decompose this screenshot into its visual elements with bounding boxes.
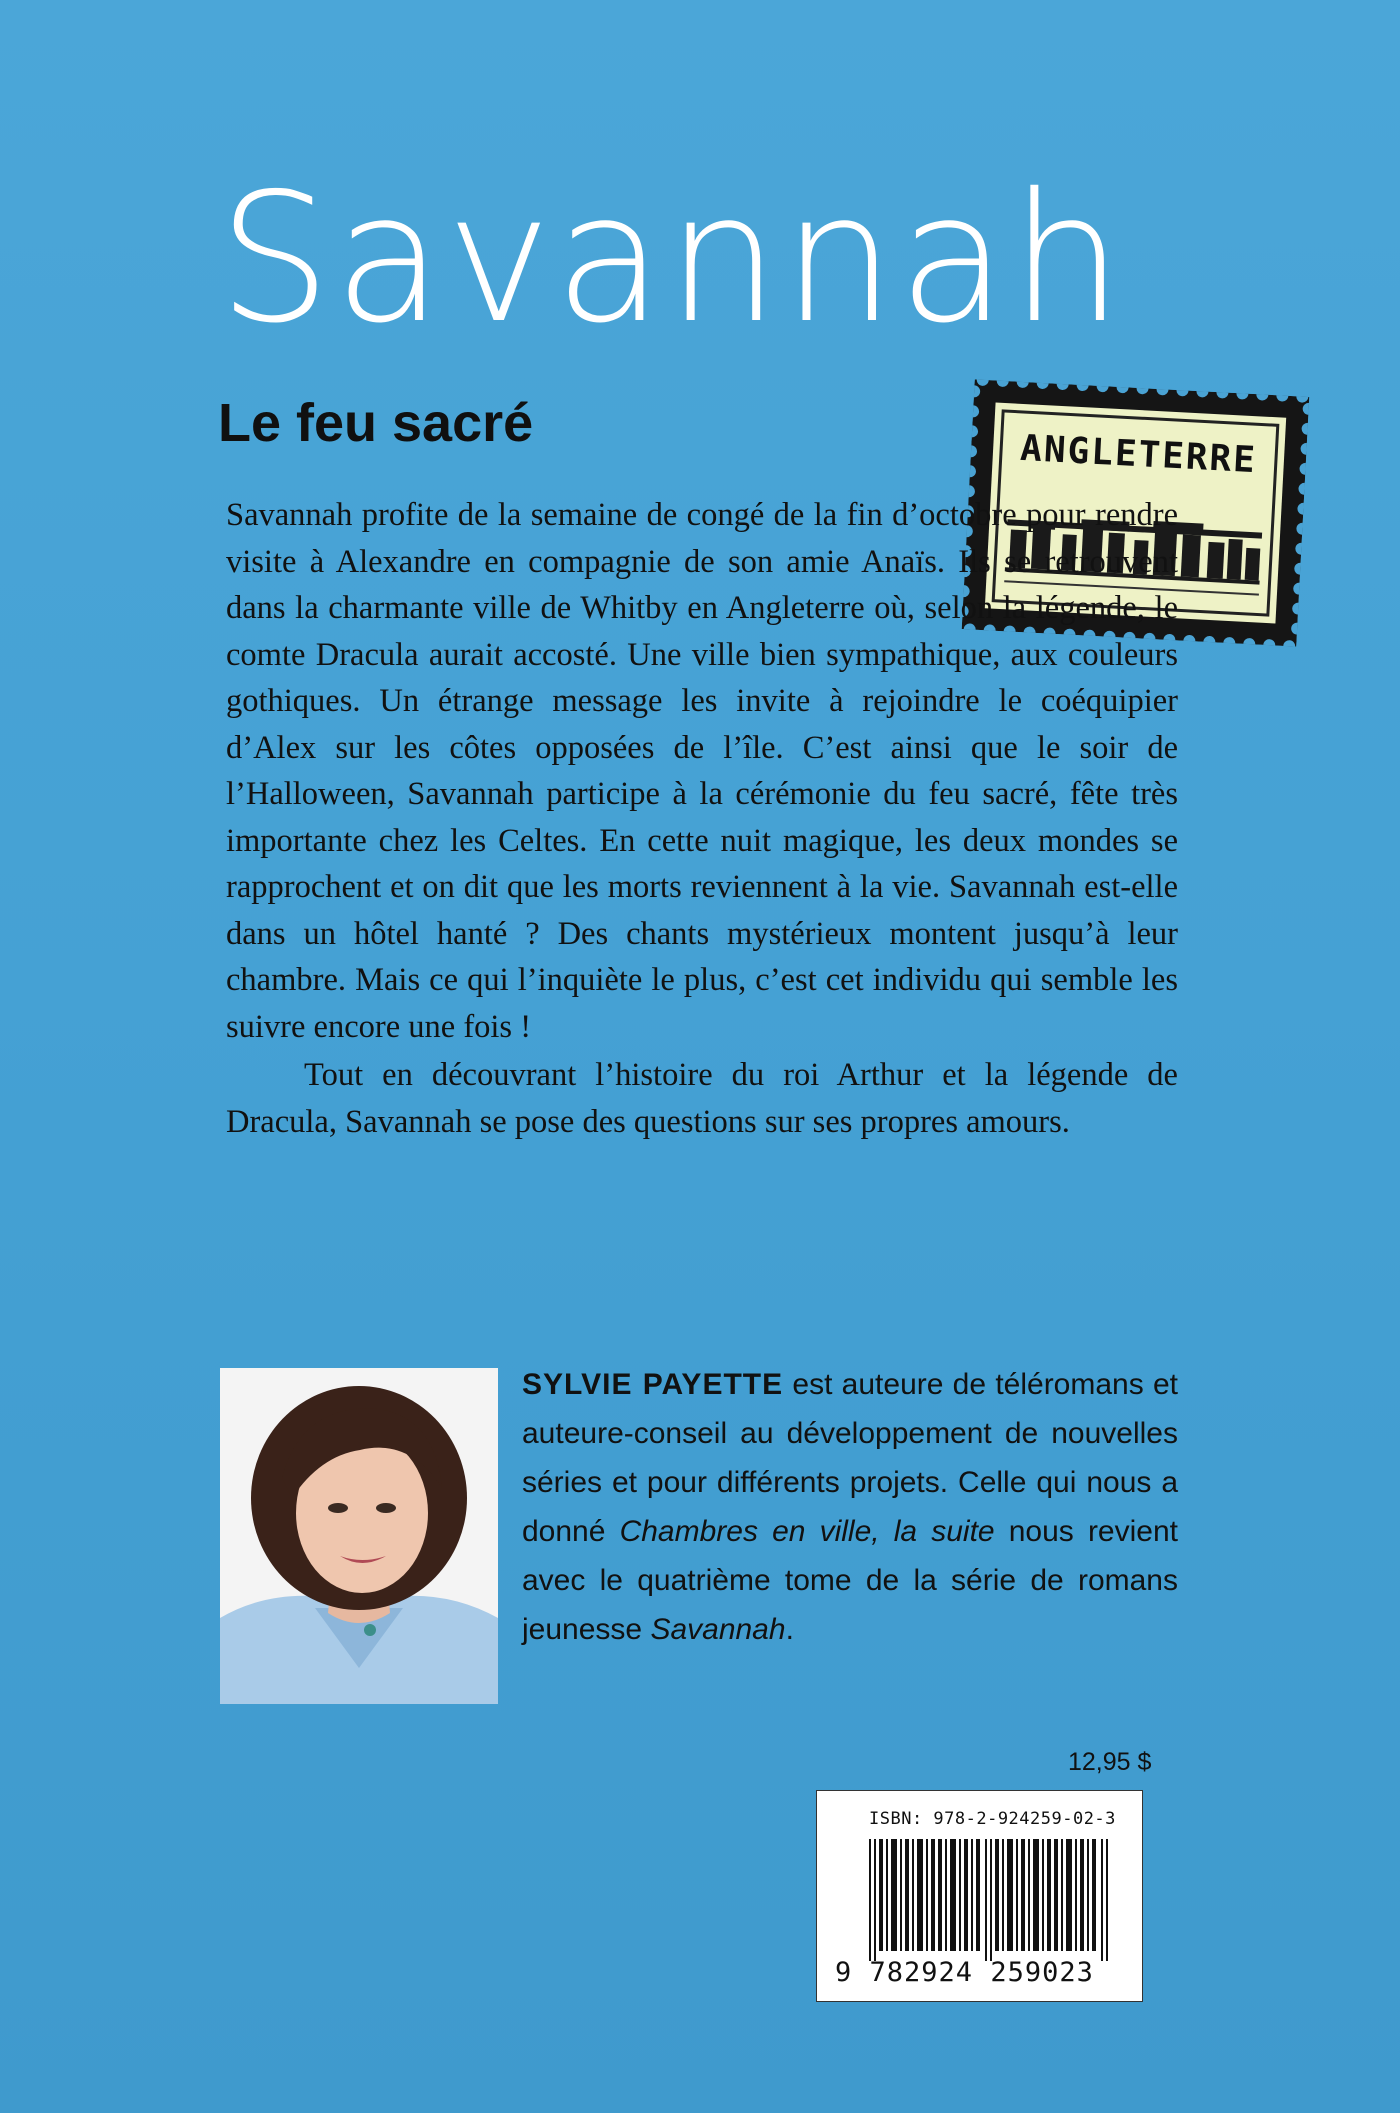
series-title: Savannah [218, 155, 1127, 362]
ean-first-digit: 9 [835, 1957, 853, 1988]
author-bio [522, 1360, 1178, 1654]
isbn-barcode [816, 1790, 1143, 2002]
ean-left-group: 782924 [869, 1957, 974, 1988]
author-name: SYLVIE PAYETTE [522, 1368, 784, 1401]
ean-right-group: 259023 [990, 1957, 1094, 1988]
price: 12,95 $ [1068, 1748, 1152, 1776]
author-previous-work-title: Chambres en ville, la suite [619, 1515, 995, 1548]
series-name-inline: Savannah [650, 1613, 786, 1646]
synopsis-paragraph-1: Savannah profite de la semaine de congé de la fin d’octobre pour rendre visite à Alexandre en compagnie de son amie Anaïs. Ils se retrouvent dans la charmante ville de Whitby en Angleterre où, selon la légende, le comte Dracula aurait accosté. Une ville bien sympathique, aux couleurs gothiques. Un étrange message les invite à rejoindre le coéquipier d’Alex sur les côtes opposées de l’île. C’est ainsi que le soir de l’Halloween, Savannah participe à la cérémonie du feu sacré, fête très importante chez les Celtes. En cette nuit magique, les deux mondes se rapprochent et on dit que les morts reviennent à la vie. Savannah est-elle dans un hôtel hanté ? Des chants mystérieux montent jusqu’à leur chambre. Mais ce qui l’inquiète le plus, c’est cet individu qui semble les suivre encore une fois ! [226, 497, 1178, 1045]
author-portrait-image [220, 1368, 498, 1704]
author-photo [220, 1368, 498, 1704]
ean-digits [835, 1957, 1135, 1988]
author-bio-text-1: est auteure de téléromans et auteure-conseil au développement de nouvelles séries et pour différents projets. Celle qui nous a donné [522, 1368, 1179, 1548]
synopsis [226, 492, 1178, 1145]
stamp-country-label: ANGLETERRE [1019, 427, 1258, 482]
book-title: Le feu sacré [218, 393, 534, 453]
isbn-number: ISBN: 978-2-924259-02-3 [869, 1809, 1116, 1829]
author-bio-text-3: . [785, 1613, 794, 1646]
author-bio-text-2: nous revient avec le quatrième tome de la série de romans jeunesse [522, 1515, 1178, 1646]
barcode-bars [869, 1839, 1109, 1961]
synopsis-paragraph-2: Tout en découvrant l’histoire du roi Arthur et la légende de Dracula, Savannah se pose des questions sur ses propres amours. [226, 1057, 1178, 1140]
